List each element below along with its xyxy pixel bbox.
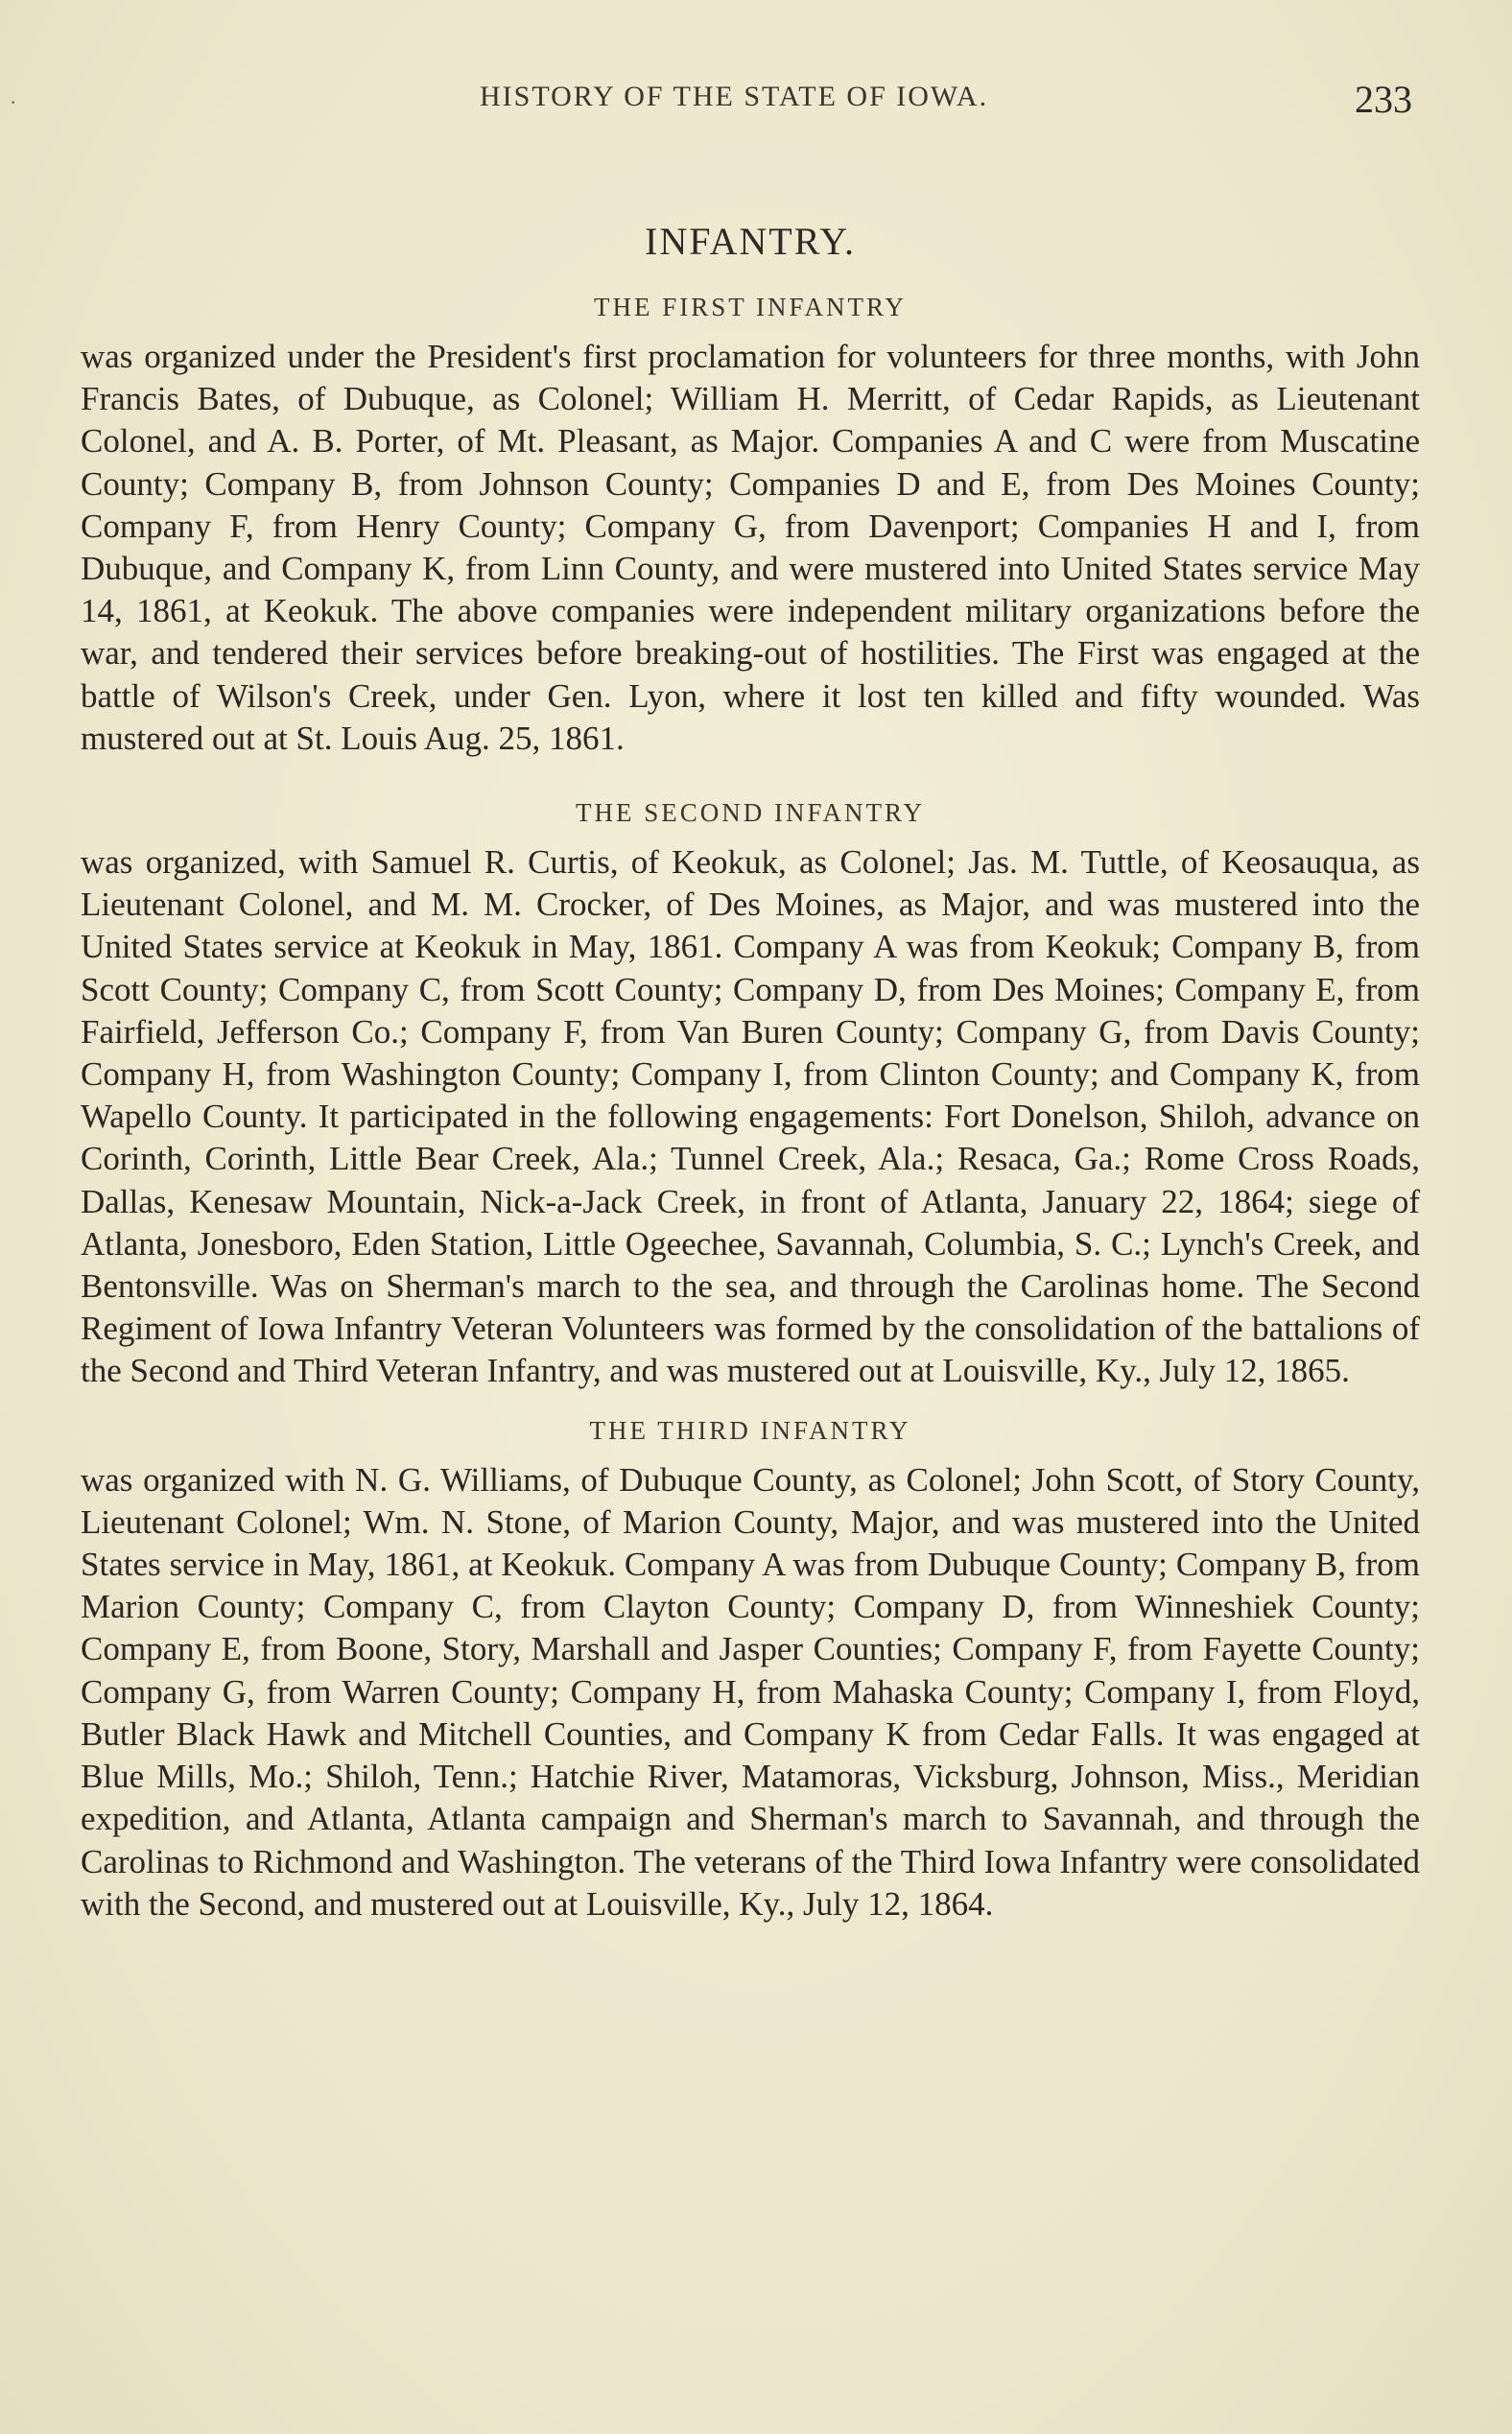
section-body: was organized with N. G. Williams, of Dubuque County, as Colonel; John Scott, of Story County, Lieutenant Colonel; Wm. N. Stone, of Marion County, Major, and was mustered into the United States service in May, 1861, at Keokuk. Company A was from Dubuque County; Company B, from Marion County; Company C, from Clayton County; Company D, from Winneshiek County; Company E, from Boone, Story, Marshall and Jasper Counties; Company F, from Fayette County; Company G, from Warren County; Company H, from Mahaska County; Company I, from Floyd, Butler Black Hawk and Mitchell Counties, and Company K from Cedar Falls. It was engaged at Blue Mills, Mo.; Shiloh, Tenn.; Hatchie River, Matamoras, Vicksburg, Johnson, Miss., Meridian expedition, and Atlanta, Atlanta campaign and Sherman's march to Savannah, and through the Carolinas to Richmond and Washington. The veterans of the Third Iowa Infantry were consolidated with the Second, and mustered out at Louisville, Ky., July 12, 1864.: [81, 1460, 1420, 1923]
main-heading: INFANTRY.: [645, 220, 856, 263]
header-mark: ·: [10, 90, 17, 114]
running-header: [0, 77, 1512, 121]
section-first-infantry: [81, 293, 1420, 760]
section-second-infantry: [81, 798, 1420, 1393]
page-content: [81, 219, 1420, 1926]
running-title: HISTORY OF THE STATE OF IOWA.: [480, 81, 989, 112]
section-heading: THE SECOND INFANTRY: [575, 798, 925, 828]
section-heading: THE THIRD INFANTRY: [589, 1415, 911, 1445]
section-body: was organized, with Samuel R. Curtis, of Keokuk, as Colonel; Jas. M. Tuttle, of Keosauqua, as Lieutenant Colonel, and M. M. Crocker, of Des Moines, as Major, and was mustered into the United States service at Keokuk in May, 1861. Company A was from Keokuk; Company B, from Scott County; Company C, from Scott County; Company D, from Des Moines; Company E, from Fairfield, Jefferson Co.; Company F, from Van Buren County; Company G, from Davis County; Company H, from Washington County; Company I, from Clinton County; and Company K, from Wapello County. It participated in the following engagements: Fort Donelson, Shiloh, advance on Corinth, Corinth, Little Bear Creek, Ala.; Tunnel Creek, Ala.; Resaca, Ga.; Rome Cross Roads, Dallas, Kenesaw Mountain, Nick-a-Jack Creek, in front of Atlanta, January 22, 1864; siege of Atlanta, Jonesboro, Eden Station, Little Ogeechee, Savannah, Columbia, S. C.; Lynch's Creek, and Bentonsville. Was on Sherman's march to the sea, and through the Carolinas home. The Second Regiment of Iowa Infantry Veteran Volunteers was formed by the consolidation of the battalions of the Second and Third Veteran Infantry, and was mustered out at Louisville, Ky., July 12, 1865.: [81, 843, 1420, 1390]
page-number: 233: [1355, 78, 1412, 121]
section-third-infantry: [81, 1416, 1420, 1926]
section-heading: THE FIRST INFANTRY: [593, 293, 908, 321]
section-body: was organized under the President's first proclamation for volunteers for three months, with John Francis Bates, of Dubuque, as Colonel; William H. Merritt, of Cedar Rapids, as Lieutenant Colonel, and A. B. Porter, of Mt. Pleasant, as Major. Companies A and C were from Muscatine County; Company B, from Johnson County; Companies D and E, from Des Moines County; Company F, from Henry County; Company G, from Davenport; Companies H and I, from Dubuque, and Company K, from Linn County, and were mustered into United States service May 14, 1861, at Keokuk. The above companies were independent military organizations before the war, and tendered their services before breaking-out of hostilities. The First was engaged at the battle of Wilson's Creek, under Gen. Lyon, where it lost ten killed and fifty wounded. Was mustered out at St. Louis Aug. 25, 1861.: [81, 338, 1420, 757]
